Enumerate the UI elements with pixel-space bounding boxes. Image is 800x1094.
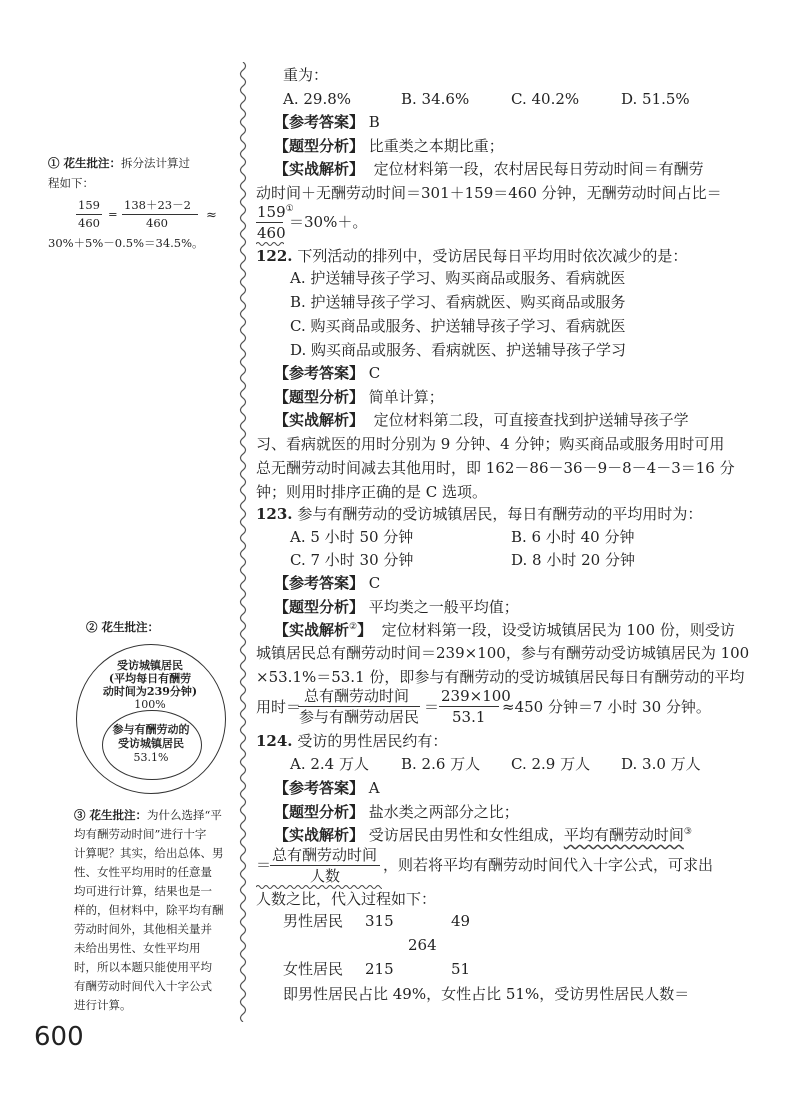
equals-sign: = <box>108 207 118 221</box>
option-a: A. 29.8% <box>283 90 352 108</box>
type-value: 盐水类之两部分之比； <box>368 803 519 821</box>
note-text: 未给出男性、女性平均用 <box>74 941 201 955</box>
fraction-denominator: 53.1 <box>452 708 486 726</box>
note-text: 样的，但材料中，除平均有酬 <box>74 903 224 917</box>
page-number: 600 <box>34 1022 84 1052</box>
solution-text: 城镇居民总有酬劳动时间＝239×100，参与有酬劳动受访城镇居民为 100 <box>256 644 750 662</box>
fraction-denominator: 人数 <box>310 867 341 885</box>
solution-text: ＝30%＋。 <box>289 213 368 231</box>
option-c: C. 购买商品或服务、护送辅导孩子学习、看病就医 <box>290 317 626 335</box>
outer-label: 动时间为239分钟) <box>102 685 198 698</box>
fraction-numerator: 159 <box>78 198 100 212</box>
note-label: ② 花生批注： <box>86 620 160 634</box>
option-d: D. 3.0 万人 <box>621 755 701 773</box>
question-number: 124. <box>256 732 293 750</box>
inner-percentage: 53.1% <box>133 751 169 764</box>
solution-label-end: 】 <box>357 621 373 639</box>
inner-label: 参与有酬劳动的 <box>112 723 190 736</box>
margin-wavy-divider <box>236 62 250 1022</box>
option-c: C. 40.2% <box>511 90 580 108</box>
question-number: 123. <box>256 505 293 523</box>
answer-value: B <box>368 113 380 131</box>
note-text: 时，所以本题只能使用平均 <box>74 960 212 974</box>
fraction-bar <box>298 706 420 707</box>
solution-text: 总无酬劳动时间减去其他用时，即 162－86－36－9－8－4－3＝16 分 <box>256 459 735 477</box>
answer-label: 【参考答案】 <box>274 364 365 382</box>
inner-label: 受访城镇居民 <box>118 737 184 750</box>
option-d: D. 购买商品或服务、看病就医、护送辅导孩子学习 <box>290 341 627 359</box>
solution-label: 【实战解析】 <box>274 160 365 178</box>
option-b: B. 34.6% <box>401 90 470 108</box>
fraction-bar <box>270 865 380 866</box>
fraction-numerator: 总有酬劳动时间 <box>272 846 378 864</box>
note-text: 劳动时间外，其他相关量并 <box>74 922 212 936</box>
question-stem: 重为： <box>283 66 329 84</box>
solution-text: 用时＝ <box>256 698 302 716</box>
solution-text: 定位材料第一段，设受访城镇居民为 100 份，则受访 <box>381 621 735 639</box>
fraction-numerator: 138＋23－2 <box>124 198 191 212</box>
question-stem: 参与有酬劳动的受访城镇居民，每日有酬劳动的平均用时为： <box>297 505 703 523</box>
solution-text: 习、看病就医的用时分别为 9 分钟、4 分钟；购买商品或服务用时可用 <box>256 435 725 453</box>
fraction-numerator: 总有酬劳动时间 <box>304 687 410 705</box>
fraction-bar <box>256 222 283 223</box>
answer-value: C <box>368 574 381 592</box>
solution-text: ≈450 分钟＝7 小时 30 分钟。 <box>502 698 711 716</box>
type-value: 比重类之本期比重； <box>368 137 504 155</box>
fraction-numerator: 159 <box>257 203 286 221</box>
note-label: ① 花生批注： <box>48 156 122 170</box>
solution-text: 人数之比，代入过程如下： <box>256 890 437 908</box>
fraction-denominator: 460 <box>78 216 100 230</box>
type-label: 【题型分析】 <box>274 137 365 155</box>
solution-text: ，则若将平均有酬劳动时间代入十字公式，可求出 <box>383 856 714 874</box>
answer-value: C <box>368 364 381 382</box>
note-text: 程如下： <box>48 176 94 190</box>
option-a: A. 护送辅导孩子学习、购买商品或服务、看病就医 <box>290 269 626 287</box>
note-label: ③ 花生批注： <box>74 808 148 822</box>
equals-sign: ＝ <box>256 856 272 874</box>
female-value: 215 <box>365 960 394 978</box>
solution-text: 动时间＋无酬劳动时间＝301＋159＝460 分钟，无酬劳动时间占比＝ <box>256 184 722 202</box>
question-stem: 受访的男性居民约有： <box>297 732 448 750</box>
solution-text: 钟；则用时排序正确的是 C 选项。 <box>256 483 488 501</box>
type-value: 平均类之一般平均值； <box>368 598 519 616</box>
footnote-marker: ③ <box>683 827 692 837</box>
type-label: 【题型分析】 <box>274 388 365 406</box>
fraction-numerator: 239×100 <box>441 687 511 705</box>
option-b: B. 2.6 万人 <box>401 755 481 773</box>
note-text: 均有酬劳动时间”进行十字 <box>74 827 207 841</box>
fraction-denominator: 参与有酬劳动居民 <box>299 708 420 726</box>
note-text: 有酬劳动时间代入十字公式 <box>74 979 212 993</box>
center-value: 264 <box>408 936 437 954</box>
solution-text: 受访居民由男性和女性组成， <box>368 826 564 844</box>
note-text: 拆分法计算过 <box>121 156 191 170</box>
answer-label: 【参考答案】 <box>274 779 365 797</box>
note-text: 性、女性平均用时的任意量 <box>74 865 212 879</box>
note-text: 计算呢？其实，给出总体、男 <box>74 846 224 860</box>
solution-label: 【实战解析】 <box>274 826 365 844</box>
solution-text: ×53.1%＝53.1 份，即参与有酬劳动的受访城镇居民每日有酬劳动的平均 <box>256 668 745 686</box>
option-b: B. 护送辅导孩子学习、看病就医、购买商品或服务 <box>290 293 626 311</box>
male-label: 男性居民 <box>283 912 344 930</box>
type-label: 【题型分析】 <box>274 803 365 821</box>
outer-label: 受访城镇居民 <box>117 659 183 672</box>
note-result: 30%＋5%－0.5%＝34.5%。 <box>48 236 204 250</box>
footnote-marker: ② <box>349 622 358 632</box>
female-difference: 51 <box>451 960 471 978</box>
option-a: A. 5 小时 50 分钟 <box>290 528 414 546</box>
answer-label: 【参考答案】 <box>274 574 365 592</box>
male-value: 315 <box>365 912 394 930</box>
outer-label: (平均每日有酬劳 <box>108 672 192 685</box>
approx-sign: ≈ <box>206 208 217 223</box>
fraction-bar <box>439 706 499 707</box>
solution-text: 定位材料第二段，可直接查找到护送辅导孩子学 <box>373 411 689 429</box>
answer-value: A <box>368 779 380 797</box>
solution-label: 【实战解析】 <box>274 411 365 429</box>
note-text: 均可进行计算，结果也是一 <box>74 884 212 898</box>
answer-label: 【参考答案】 <box>274 113 365 131</box>
type-value: 简单计算； <box>368 388 444 406</box>
male-difference: 49 <box>451 912 471 930</box>
solution-text: 定位材料第一段，农村居民每日劳动时间＝有酬劳 <box>373 160 704 178</box>
fraction-bar <box>122 214 198 215</box>
option-b: B. 6 小时 40 分钟 <box>511 528 635 546</box>
equals-sign: ＝ <box>424 698 440 716</box>
question-stem: 下列活动的排列中，受访居民每日平均用时依次减少的是： <box>297 247 688 265</box>
solution-text: 即男性居民占比 49%，女性占比 51%，受访男性居民人数＝ <box>283 985 690 1003</box>
note-text: 进行计算。 <box>74 998 132 1012</box>
option-d: D. 51.5% <box>621 90 690 108</box>
note-text: 为什么选择“平 <box>147 808 222 822</box>
female-label: 女性居民 <box>283 960 344 978</box>
option-d: D. 8 小时 20 分钟 <box>511 551 635 569</box>
type-label: 【题型分析】 <box>274 598 365 616</box>
option-c: C. 2.9 万人 <box>511 755 591 773</box>
footnote-marker: ① <box>285 204 294 214</box>
question-number: 122. <box>256 247 293 265</box>
wavy-underlined-term: 平均有酬劳动时间 <box>563 826 684 844</box>
solution-label: 【实战解析 <box>274 621 350 639</box>
option-a: A. 2.4 万人 <box>290 755 369 773</box>
fraction-denominator: 460 <box>146 216 168 230</box>
fraction-bar <box>76 214 102 215</box>
outer-percentage: 100% <box>134 698 166 711</box>
option-c: C. 7 小时 30 分钟 <box>290 551 414 569</box>
fraction-denominator: 460 <box>257 224 286 242</box>
